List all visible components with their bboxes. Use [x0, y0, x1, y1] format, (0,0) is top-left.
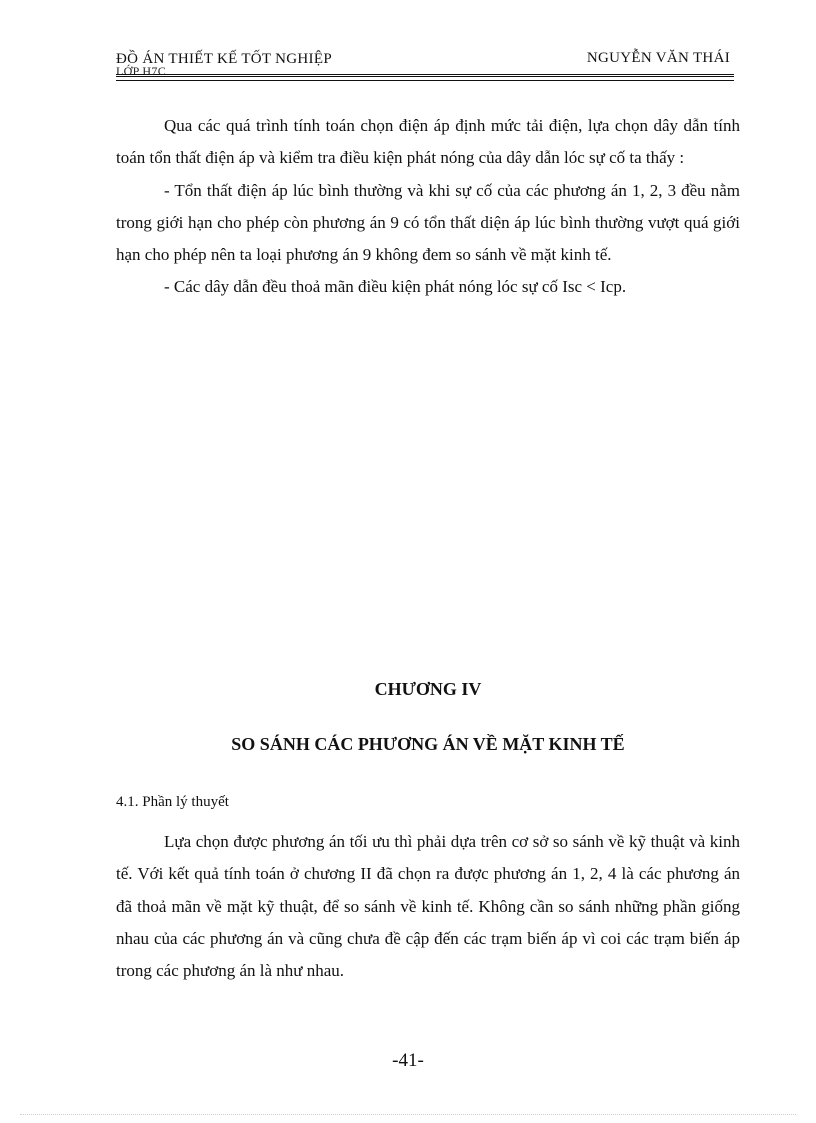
intro-section: [116, 110, 740, 304]
header-document-title: [116, 50, 332, 77]
header-author-name: NGUYỄN VĂN THÁI: [586, 50, 730, 66]
intro-paragraph: Qua các quá trình tính toán chọn điện áp định mức tải điện, lựa chọn dây dẫn tính toán tổn thất điện áp và kiểm tra điều kiện phát nóng của dây dẫn lóc sự cố ta thấy :: [116, 116, 740, 168]
chapter-title: SO SÁNH CÁC PHƯƠNG ÁN VỀ MẶT KINH TẾ: [231, 734, 625, 754]
header-title-text: ĐỒ ÁN THIẾT KẾ TỐT NGHIỆP: [116, 51, 332, 67]
page-header: [116, 48, 734, 88]
footer-divider: [20, 1114, 796, 1115]
page-number: -41-: [392, 1050, 424, 1071]
intro-bullet-heating: - Các dây dẫn đều thoả mãn điều kiện phát nóng lóc sự cố Isc < Icp.: [164, 277, 627, 297]
theory-section: [116, 826, 740, 987]
chapter-number: CHƯƠNG IV: [374, 679, 482, 699]
section-heading: 4.1. Phần lý thuyết: [116, 794, 229, 810]
intro-bullet-voltage-loss: - Tổn thất điện áp lúc bình thường và khi sự cố của các phương án 1, 2, 3 đều nằm trong giới hạn cho phép còn phương án 9 có tổn thất diện áp lúc bình thường vượt quá giới hạn cho phép nên ta loại phương án 9 không đem so sánh về mặt kinh tế.: [116, 180, 740, 265]
header-class-text: LỚP H7C: [116, 64, 166, 78]
header-divider-thin: [116, 80, 734, 81]
header-divider: [116, 74, 734, 77]
theory-paragraph: Lựa chọn được phương án tối ưu thì phải dựa trên cơ sở so sánh về kỹ thuật và kinh tế. Với kết quả tính toán ở chương II đã chọn ra được phương án 1, 2, 4 là các phương án đã thoả mãn về mặt kỹ thuật, để so sánh về kinh tế. Không cần so sánh những phần giống nhau của các phương án và cũng chưa đề cập đến các trạm biến áp vì coi các trạm biến áp trong các phương án là như nhau.: [116, 832, 740, 981]
